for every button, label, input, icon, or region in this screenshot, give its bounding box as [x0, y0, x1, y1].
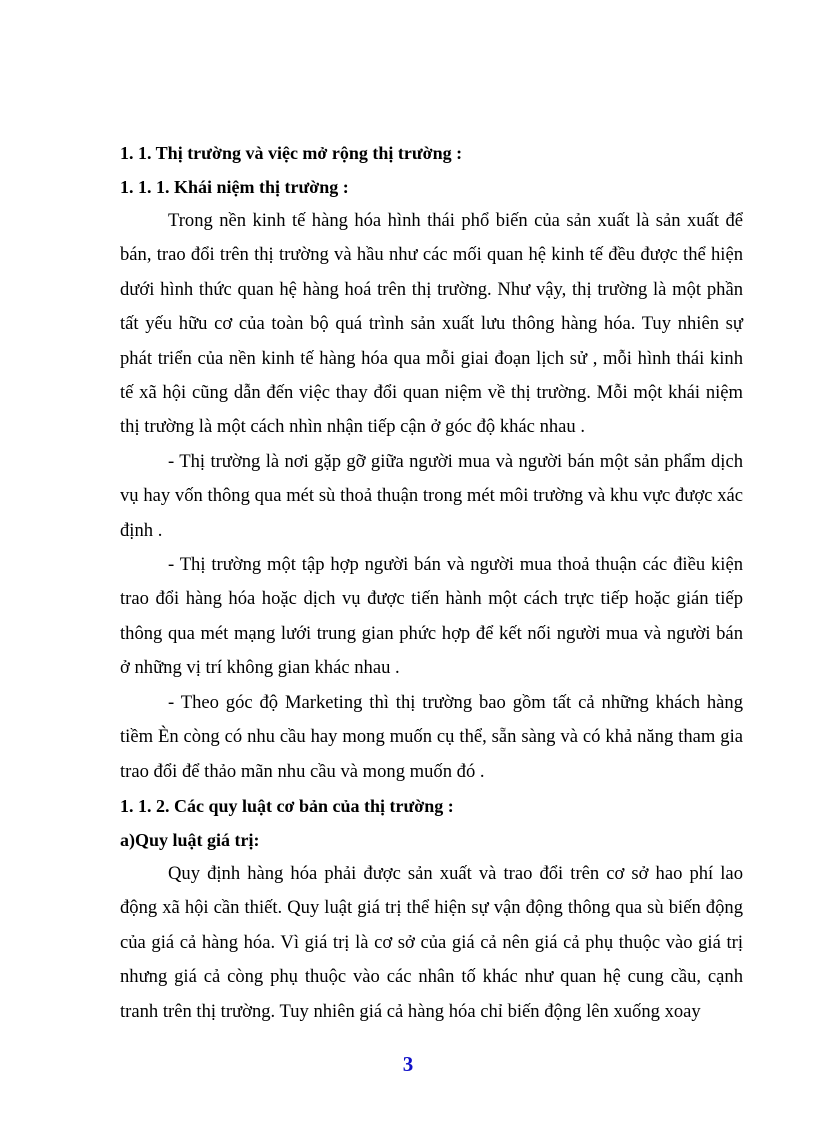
- heading-1-1-2: 1. 1. 2. Các quy luật cơ bản của thị trường :: [120, 795, 454, 816]
- text-line: bán, trao đổi trên thị trường và hầu như các mối quan hệ kinh tế đều được thể hiện: [120, 244, 743, 266]
- text-line: tế xã hội cũng dẫn đến việc thay đổi quan niệm về thị trường. Mỗi một khái niệm: [120, 382, 743, 404]
- text-line: ở những vị trí không gian khác nhau .: [120, 657, 400, 679]
- text-line: Trong nền kinh tế hàng hóa hình thái phổ biến của sản xuất là sản xuất để: [168, 210, 743, 231]
- text-line: thông qua mét mạng lưới trung gian phức hợp để kết nối người mua và người bán: [120, 622, 743, 644]
- text-line: - Theo góc độ Marketing thì thị trường bao gồm tất cả những khách hàng: [168, 691, 743, 713]
- text-line: tất yếu hữu cơ của toàn bộ quá trình sản xuất lưu thông hàng hóa. Tuy nhiên sự: [120, 313, 743, 335]
- text-line: dưới hình thức quan hệ hàng hoá trên thị trường. Như vậy, thị trường là một phần: [120, 278, 743, 300]
- document-body: [120, 136, 743, 1029]
- paragraph-market-concept: [120, 204, 743, 445]
- text-line: định .: [120, 519, 163, 541]
- heading-1-1-1: 1. 1. 1. Khái niệm thị trường :: [120, 177, 349, 197]
- paragraph-definition-3: [120, 686, 743, 789]
- text-line: trao đổi để thảo mãn nhu cầu và mong muốn đó .: [120, 760, 485, 782]
- text-line: - Thị trường một tập hợp người bán và người mua thoả thuận các điều kiện: [168, 554, 743, 576]
- paragraph-definition-1: [120, 445, 743, 548]
- text-line: nhưng giá cả còng phụ thuộc vào các nhân tố khác như quan hệ cung cầu, cạnh: [120, 966, 743, 988]
- text-line: trao đổi hàng hóa hoặc dịch vụ được tiến hành một cách trực tiếp hoặc gián tiếp: [120, 588, 743, 610]
- text-line: tranh trên thị trường. Tuy nhiên giá cả hàng hóa chỉ biến động lên xuống xoay: [120, 1000, 701, 1022]
- text-line: phát triển của nền kinh tế hàng hóa qua mỗi giai đoạn lịch sử , mỗi hình thái kinh: [120, 347, 743, 369]
- text-line: - Thị trường là nơi gặp gỡ giữa người mua và người bán một sản phẩm dịch: [168, 450, 743, 472]
- text-line: Quy định hàng hóa phải được sản xuất và trao đổi trên cơ sở hao phí lao: [168, 862, 743, 884]
- heading-value-law: a)Quy luật giá trị:: [120, 829, 260, 850]
- text-line: vụ hay vốn thông qua mét sù thoả thuận trong mét môi trường và khu vực được xác: [120, 485, 743, 507]
- text-line: động xã hội cần thiết. Quy luật giá trị thể hiện sự vận động thông qua sù biến động: [120, 897, 743, 919]
- text-line: tiềm Èn còng có nhu cầu hay mong muốn cụ thể, sẵn sàng và có khả năng tham gia: [120, 726, 743, 748]
- heading-1-1: 1. 1. Thị trường và việc mở rộng thị trường :: [120, 143, 463, 163]
- paragraph-definition-2: [120, 548, 743, 686]
- page-number: 3: [402, 1052, 414, 1076]
- text-line: thị trường là một cách nhìn nhận tiếp cận ở góc độ khác nhau .: [120, 416, 586, 438]
- text-line: của giá cả hàng hóa. Vì giá trị là cơ sở của giá cả nên giá cả phụ thuộc vào giá trị: [120, 931, 743, 953]
- paragraph-value-law: [120, 857, 743, 1029]
